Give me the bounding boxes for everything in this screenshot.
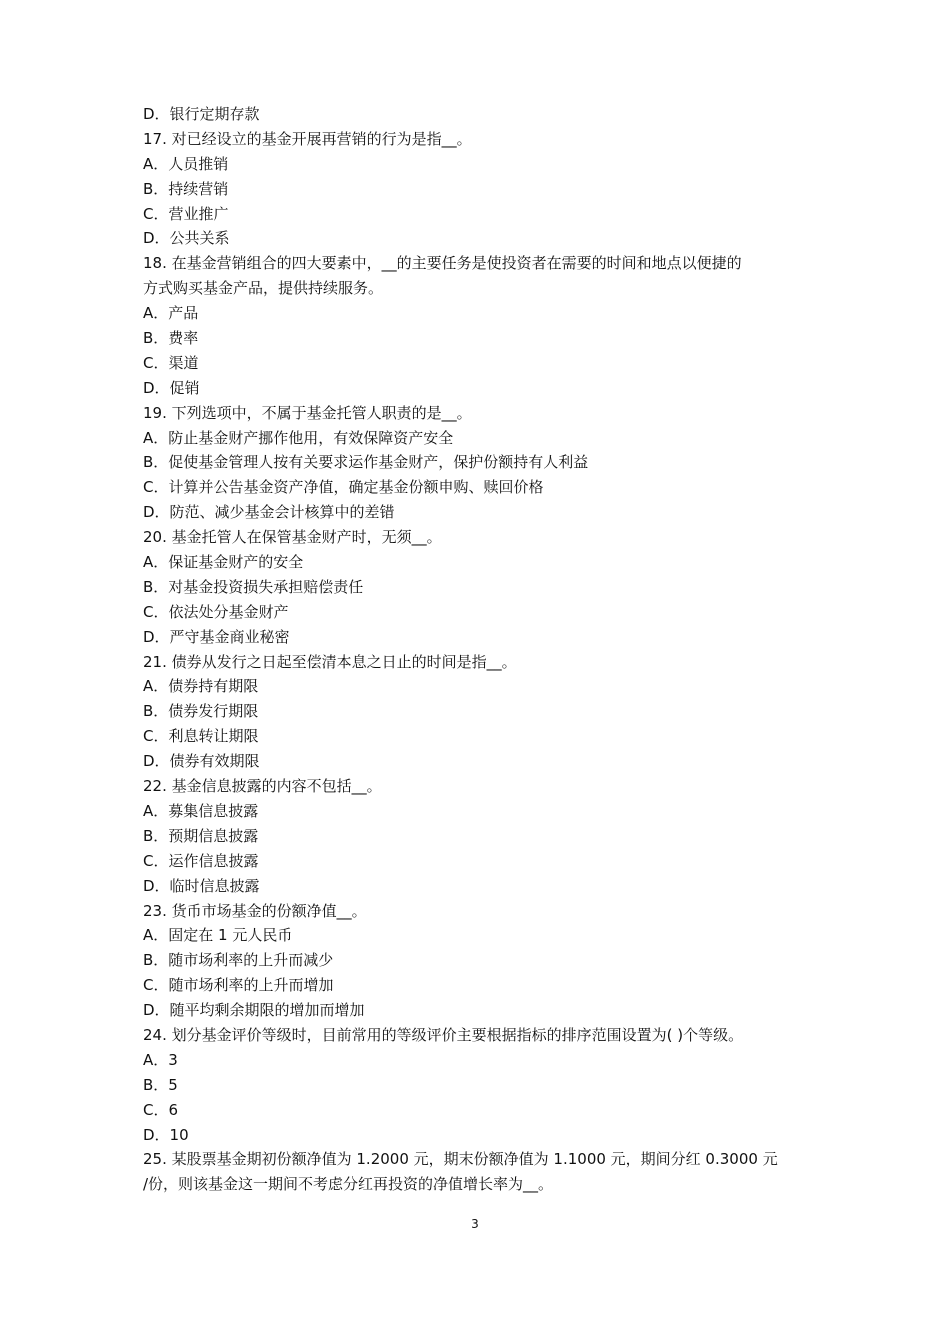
option-line: B．预期信息披露 — [143, 826, 259, 845]
option-line: D．随平均剩余期限的增加而增加 — [143, 1001, 365, 1020]
option-line: B．对基金投资损失承担赔偿责任 — [143, 577, 364, 596]
option-line: A．募集信息披露 — [143, 801, 259, 820]
option-line: D．促销 — [143, 378, 200, 397]
page-body — [143, 102, 815, 1197]
option-line: C．计算并公告基金资产净值，确定基金份额申购、赎回价格 — [143, 478, 544, 497]
option-line: B．促使基金管理人按有关要求运作基金财产，保护份额持有人利益 — [143, 453, 589, 472]
option-line: D．严守基金商业秘密 — [143, 627, 290, 646]
option-line: A．防止基金财产挪作他用，有效保障资产安全 — [143, 428, 454, 447]
option-line: D．防范、减少基金会计核算中的差错 — [143, 503, 395, 522]
option-line: B．债券发行期限 — [143, 702, 259, 721]
page-number: 3 — [471, 1217, 479, 1231]
option-line: D．银行定期存款 — [143, 105, 260, 123]
option-line: B．费率 — [143, 329, 199, 348]
question-22: 22. 基金信息披露的内容不包括__。 — [143, 777, 382, 796]
question-21: 21. 债券从发行之日起至偿清本息之日止的时间是指__。 — [143, 652, 517, 671]
option-line: B．持续营销 — [143, 179, 229, 198]
option-line: A．固定在 1 元人民币 — [143, 926, 293, 945]
option-line: C．依法处分基金财产 — [143, 602, 289, 621]
option-line: C．渠道 — [143, 353, 199, 372]
question-24: 24. 划分基金评价等级时，目前常用的等级评价主要根据指标的排序范围设置为( )个等级。 — [143, 1025, 744, 1044]
option-line: A．保证基金财产的安全 — [143, 553, 304, 572]
option-line: B．随市场利率的上升而减少 — [143, 951, 334, 970]
option-line: A．人员推销 — [143, 154, 229, 173]
option-line: C．运作信息披露 — [143, 851, 259, 870]
question-25-continued: /份，则该基金这一期间不考虑分红再投资的净值增长率为__。 — [143, 1175, 554, 1194]
option-line: C．6 — [143, 1100, 179, 1119]
question-18-continued: 方式购买基金产品，提供持续服务。 — [143, 279, 384, 298]
question-19: 19. 下列选项中，不属于基金托管人职责的是__。 — [143, 403, 472, 422]
option-line: D．临时信息披露 — [143, 876, 260, 895]
option-line: B．5 — [143, 1075, 178, 1094]
option-line: D．债券有效期限 — [143, 752, 260, 771]
question-20: 20. 基金托管人在保管基金财产时，无须__。 — [143, 528, 442, 547]
option-line: D．公共关系 — [143, 229, 230, 248]
question-17: 17. 对已经设立的基金开展再营销的行为是指__。 — [143, 129, 472, 148]
question-23: 23. 货币市场基金的份额净值__。 — [143, 901, 367, 920]
question-18: 18. 在基金营销组合的四大要素中，__的主要任务是使投资者在需要的时间和地点以便捷的 — [143, 254, 742, 273]
option-line: A．产品 — [143, 304, 199, 323]
option-line: A．3 — [143, 1050, 178, 1069]
option-line: C．利息转让期限 — [143, 727, 259, 746]
option-line: A．债券持有期限 — [143, 677, 259, 696]
question-25: 25. 某股票基金期初份额净值为 1.2000 元，期末份额净值为 1.1000 元，期间分红 0.3000 元 — [143, 1150, 778, 1169]
option-line: C．随市场利率的上升而增加 — [143, 976, 334, 995]
option-line: D．10 — [143, 1125, 189, 1144]
option-line: C．营业推广 — [143, 204, 229, 223]
